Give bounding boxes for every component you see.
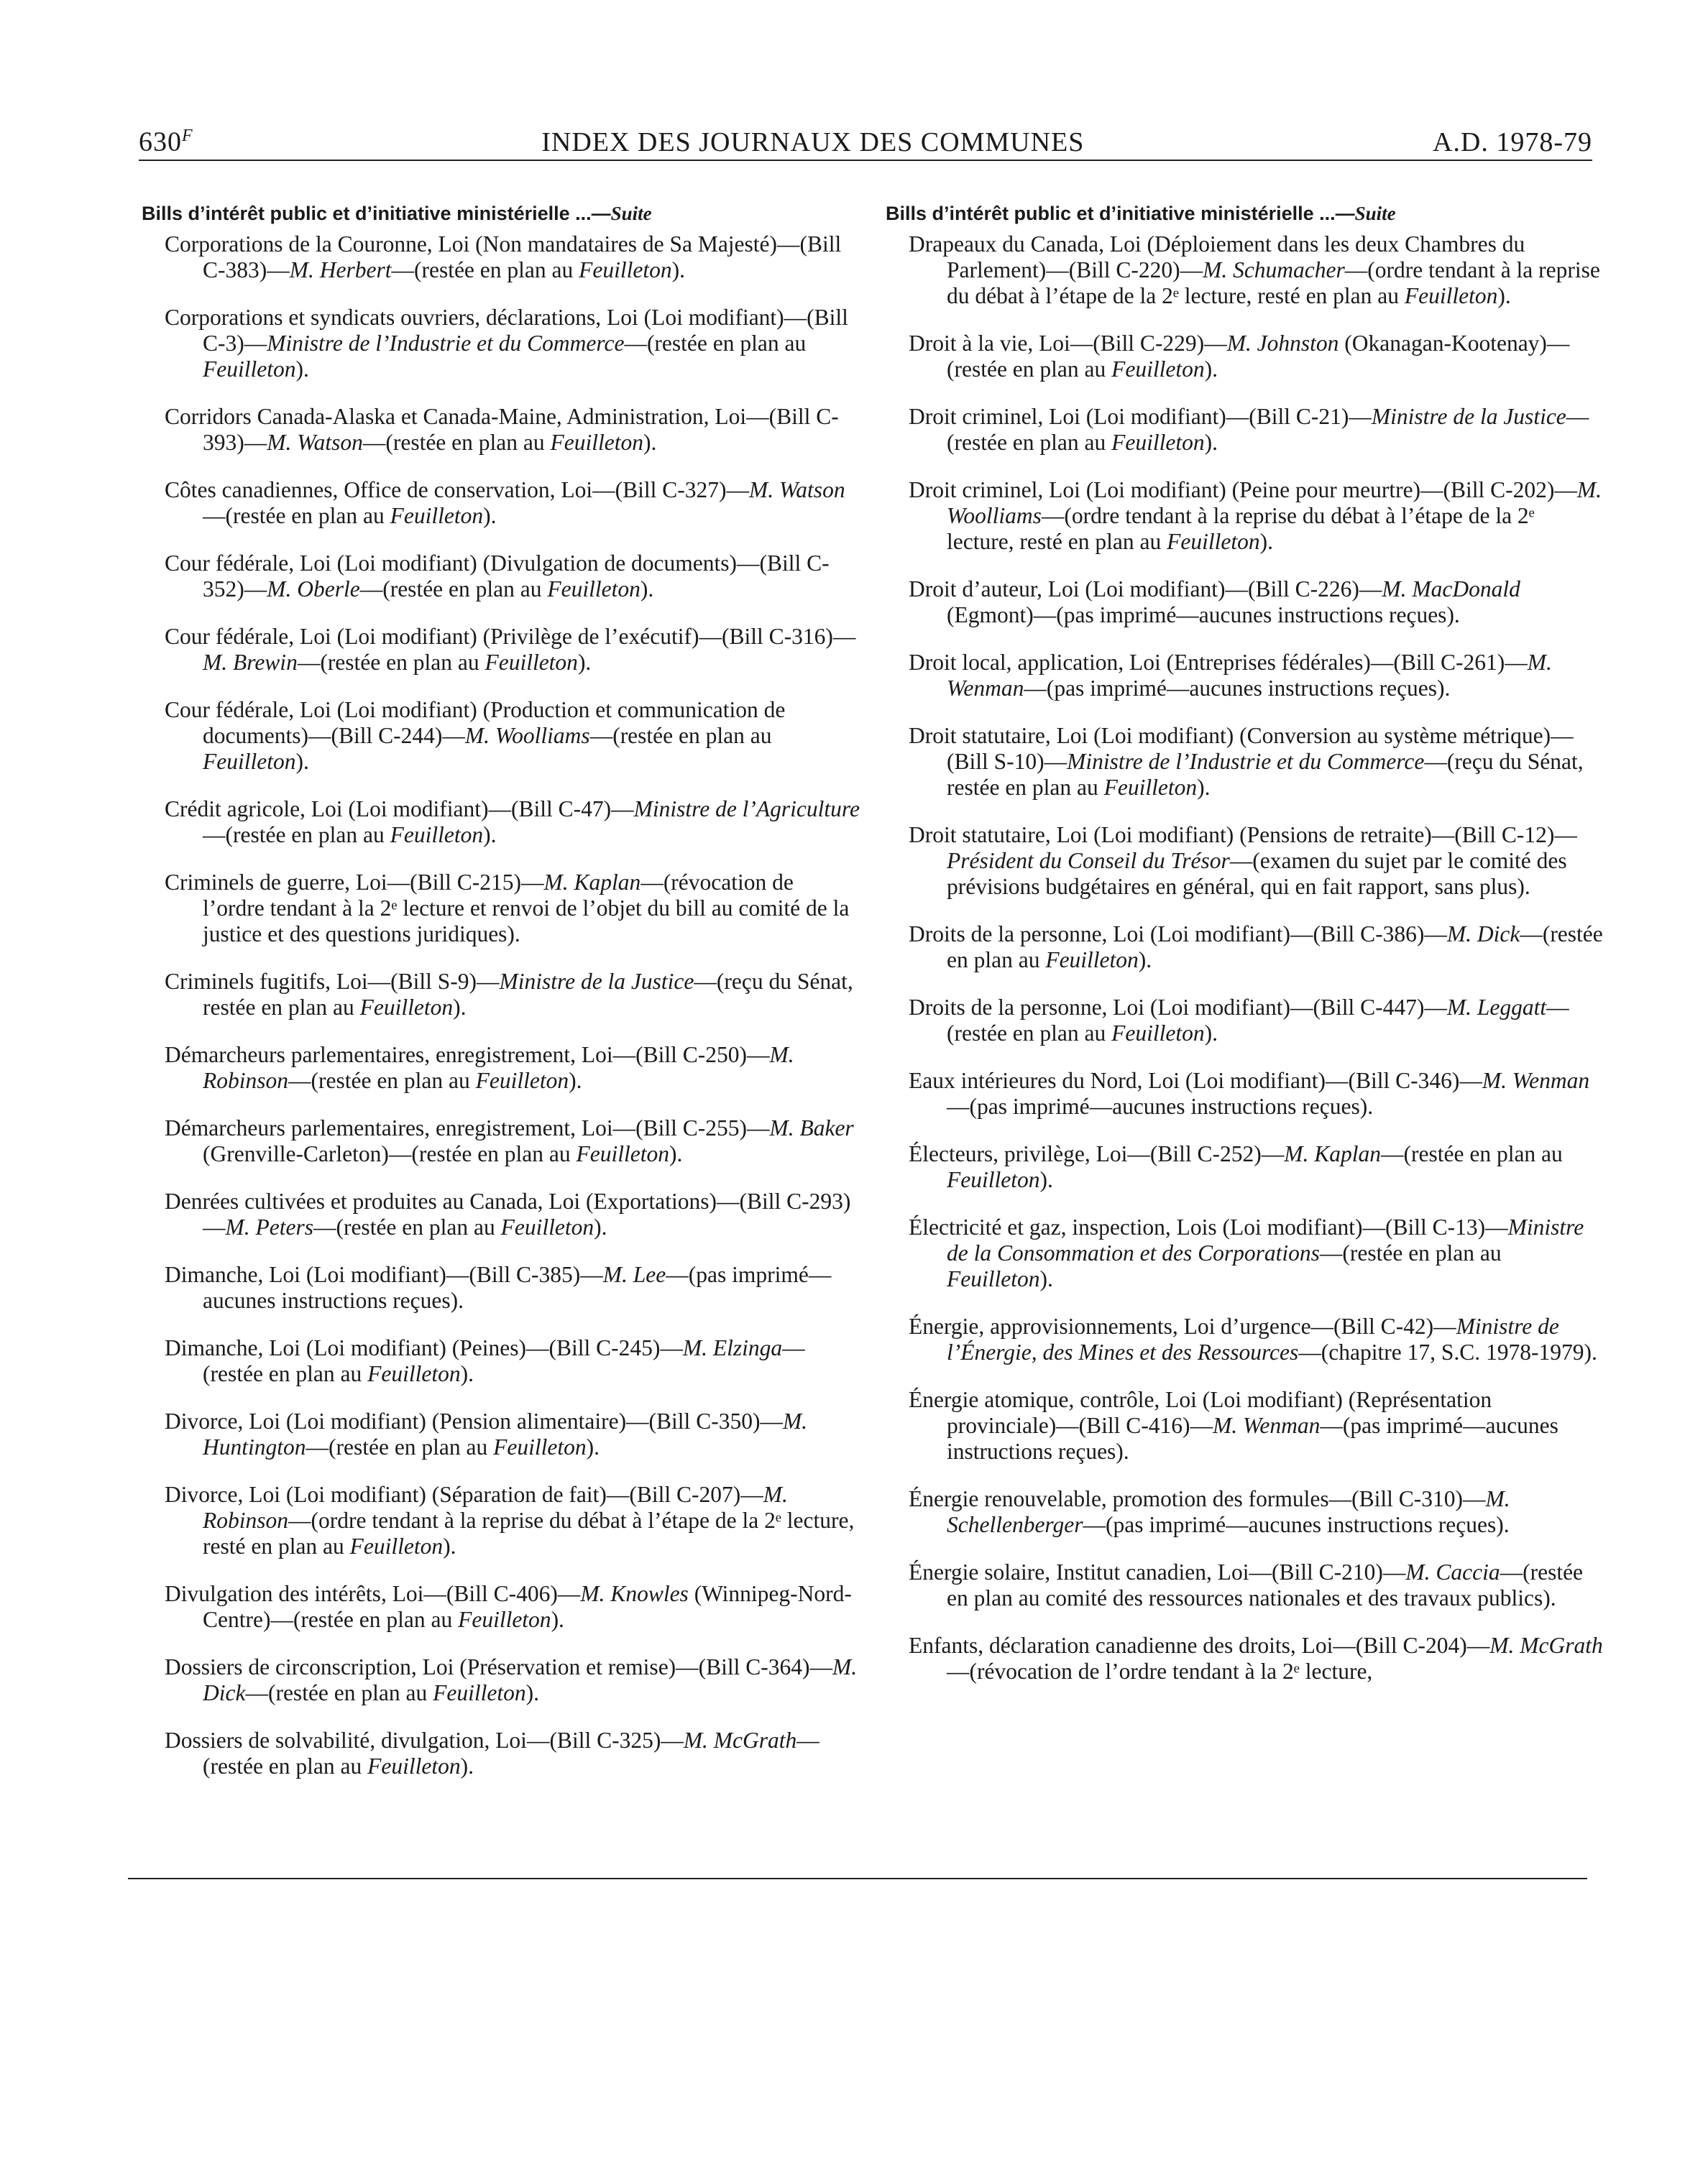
entry-text: —(restée en plan au xyxy=(203,1335,805,1386)
sponsor-name: M. Brewin xyxy=(203,650,298,675)
sponsor-name: M. Leggatt xyxy=(1446,995,1547,1020)
sponsor-name: M. Schumacher xyxy=(1203,257,1345,282)
feuilleton-ref: Feuilleton xyxy=(367,1361,461,1386)
sponsor-name: M. Robinson xyxy=(203,1042,794,1093)
entry-text: (Egmont)—(pas imprimé—aucunes instructions reçues). xyxy=(947,602,1460,627)
entry-text: —(révocation de l’ordre tendant à la 2ᵉ lecture et renvoi de l’objet du bill au comité de la justice et des questions juridiques). xyxy=(203,870,850,946)
entry-text: Corporations et syndicats ouvriers, déclarations, Loi (Loi modifiant)—(Bill C-3)— xyxy=(165,305,848,356)
entry-text: Corporations de la Couronne, Loi (Non mandataires de Sa Majesté)—(Bill C-383)— xyxy=(165,231,842,282)
entry-text: Dimanche, Loi (Loi modifiant)—(Bill C-385)— xyxy=(165,1262,603,1287)
sponsor-name: Ministre de la Consommation et des Corporations xyxy=(947,1215,1584,1266)
sponsor-name: M. Watson xyxy=(267,430,363,455)
entry-text: Enfants, déclaration canadienne des droits, Loi—(Bill C-204)— xyxy=(909,1633,1490,1658)
sponsor-name: M. McGrath xyxy=(1489,1633,1603,1658)
feuilleton-ref: Feuilleton xyxy=(458,1607,551,1632)
index-entry xyxy=(142,1335,860,1387)
entry-text: ). xyxy=(1259,529,1273,554)
feuilleton-ref: Feuilleton xyxy=(947,1266,1040,1291)
feuilleton-ref: Feuilleton xyxy=(1111,356,1205,382)
entry-text: —(ordre tendant à la reprise du débat à l’étape de la 2ᵉ lecture, resté en plan au xyxy=(947,503,1535,554)
entry-text: ). xyxy=(525,1680,539,1705)
entry-text: —(pas imprimé—aucunes instructions reçues). xyxy=(1083,1512,1510,1537)
sponsor-name: Ministre de l’Agriculture xyxy=(633,796,860,821)
entry-text: Dimanche, Loi (Loi modifiant) (Peines)—(Bill C-245)— xyxy=(165,1335,683,1360)
feuilleton-ref: Feuilleton xyxy=(947,1167,1040,1192)
entry-text: (Okanagan-Kootenay)—(restée en plan au xyxy=(947,331,1570,382)
index-entry xyxy=(886,1559,1604,1611)
sponsor-name: M. Kaplan xyxy=(543,870,641,895)
index-entry xyxy=(886,331,1604,382)
entry-text: ). xyxy=(295,356,309,382)
index-entry xyxy=(886,231,1604,309)
sponsor-name: Ministre de l’Industrie et du Commerce xyxy=(267,331,625,356)
sponsor-name: M. MacDonald xyxy=(1382,576,1520,602)
sponsor-name: M. Watson xyxy=(748,477,845,502)
index-entry xyxy=(886,1314,1604,1365)
index-entry xyxy=(886,404,1604,456)
entry-text: ). xyxy=(295,749,309,774)
entry-text: ). xyxy=(671,257,685,282)
entry-text: ). xyxy=(460,1361,474,1386)
index-entry xyxy=(886,1068,1604,1120)
entry-text: ). xyxy=(669,1141,683,1166)
entry-text: Eaux intérieures du Nord, Loi (Loi modifiant)—(Bill C-346)— xyxy=(909,1068,1482,1093)
entry-text: —(restée en plan au xyxy=(589,723,772,748)
entry-text: ). xyxy=(643,430,657,455)
entry-text: —(restée en plan au xyxy=(306,1434,494,1460)
index-entry xyxy=(886,1141,1604,1193)
entry-text: (Grenville-Carleton)—(restée en plan au xyxy=(203,1141,577,1166)
sponsor-name: M. Knowles xyxy=(580,1581,689,1606)
left-column xyxy=(142,198,860,1801)
entry-text: —(restée en plan au xyxy=(288,1068,476,1093)
feuilleton-ref: Feuilleton xyxy=(576,1141,669,1166)
feuilleton-ref: Feuilleton xyxy=(493,1434,587,1460)
sponsor-name: Ministre de l’Industrie et du Commerce xyxy=(1067,749,1425,774)
entry-text: —(examen du sujet par le comité des prévisions budgétaires en général, qui en fait rapport, sans plus). xyxy=(947,848,1567,899)
feuilleton-ref: Feuilleton xyxy=(1167,529,1260,554)
entry-text: Criminels fugitifs, Loi—(Bill S-9)— xyxy=(165,969,500,994)
index-entry xyxy=(142,1482,860,1559)
entry-text: —(pas imprimé—aucunes instructions reçues). xyxy=(203,1262,832,1313)
entry-text: ). xyxy=(443,1534,456,1559)
feuilleton-ref: Feuilleton xyxy=(475,1068,569,1093)
entry-text: —(reçu du Sénat, restée en plan au xyxy=(203,969,853,1020)
index-entry xyxy=(886,1215,1604,1292)
entry-text: —(restée en plan au xyxy=(947,995,1569,1046)
feuilleton-ref: Feuilleton xyxy=(547,576,641,602)
entry-text: Énergie, approvisionnements, Loi d’urgence—(Bill C-42)— xyxy=(909,1314,1456,1339)
feuilleton-ref: Feuilleton xyxy=(203,356,296,382)
entry-text: —(restée en plan au xyxy=(313,1215,501,1240)
sponsor-name: M. Caccia xyxy=(1405,1559,1500,1585)
entry-text: Droits de la personne, Loi (Loi modifiant)—(Bill C-386)— xyxy=(909,921,1447,946)
page-number: $630^F$ xyxy=(139,126,193,157)
entry-text: Crédit agricole, Loi (Loi modifiant)—(Bill C-47)— xyxy=(165,796,634,821)
entry-text: ). xyxy=(1204,430,1218,455)
feuilleton-ref: Feuilleton xyxy=(359,995,454,1020)
sponsor-name: Ministre de la Justice xyxy=(499,969,694,994)
index-entry xyxy=(886,477,1604,555)
index-entry xyxy=(142,1409,860,1460)
entry-text: —(restée en plan au xyxy=(391,257,579,282)
sponsor-name: M. Huntington xyxy=(203,1409,808,1460)
entry-text: Dossiers de circonscription, Loi (Préservation et remise)—(Bill C-364)— xyxy=(165,1654,833,1680)
entry-text: —(restée en plan au xyxy=(1319,1240,1502,1266)
right-column xyxy=(886,198,1604,1706)
entry-text: ). xyxy=(460,1754,474,1779)
sponsor-name: M. Woolliams xyxy=(464,723,590,748)
entry-text: Électeurs, privilège, Loi—(Bill C-252)— xyxy=(909,1141,1285,1166)
entry-text: —(restée en plan au xyxy=(203,503,390,528)
sponsor-name: M. Robinson xyxy=(203,1482,788,1533)
entry-text: Criminels de guerre, Loi—(Bill C-215)— xyxy=(165,870,544,895)
feuilleton-ref: Feuilleton xyxy=(433,1680,526,1705)
entry-text: Divorce, Loi (Loi modifiant) (Pension alimentaire)—(Bill C-350)— xyxy=(165,1409,783,1434)
feuilleton-ref: Feuilleton xyxy=(349,1534,444,1559)
feuilleton-ref: Feuilleton xyxy=(1103,775,1198,800)
index-entry xyxy=(886,650,1604,701)
sponsor-name: Président du Conseil du Trésor xyxy=(947,848,1230,873)
feuilleton-ref: Feuilleton xyxy=(500,1215,594,1240)
index-entry xyxy=(142,1728,860,1779)
feuilleton-ref: Feuilleton xyxy=(1111,1020,1205,1046)
index-entry xyxy=(142,1115,860,1167)
entry-text: ). xyxy=(1138,947,1152,972)
entry-text: ). xyxy=(1039,1266,1053,1291)
feuilleton-ref: Feuilleton xyxy=(1045,947,1139,972)
index-entry xyxy=(886,995,1604,1046)
entry-text: —(pas imprimé—aucunes instructions reçues). xyxy=(947,1094,1374,1119)
entry-text: ). xyxy=(1039,1167,1053,1192)
entry-text: Côtes canadiennes, Office de conservation, Loi—(Bill C-327)— xyxy=(165,477,749,502)
index-entry xyxy=(142,550,860,602)
bottom-rule xyxy=(128,1878,1587,1879)
column-heading: Bills d’intérêt public et d’initiative ministérielle ...—Suite xyxy=(886,203,1396,224)
entry-text: Droit statutaire, Loi (Loi modifiant) (Conversion au système métrique)—(Bill S-10)— xyxy=(909,723,1574,774)
sponsor-name: M. Peters xyxy=(225,1215,313,1240)
index-entry xyxy=(142,1654,860,1706)
feuilleton-ref: Feuilleton xyxy=(579,257,672,282)
entry-text: —(restée en plan au xyxy=(203,822,390,847)
entry-text: Cour fédérale, Loi (Loi modifiant) (Divulgation de documents)—(Bill C-352)— xyxy=(165,550,830,602)
sponsor-name: Ministre de l’Énergie, des Mines et des Ressources xyxy=(947,1314,1559,1365)
index-entry xyxy=(142,305,860,382)
index-entry xyxy=(142,624,860,676)
feuilleton-ref: Feuilleton xyxy=(550,430,643,455)
feuilleton-ref: Feuilleton xyxy=(203,749,296,774)
index-entry xyxy=(142,796,860,848)
sponsor-name: M. McGrath xyxy=(683,1728,797,1753)
entry-text: —(ordre tendant à la reprise du débat à l’étape de la 2ᵉ lecture, resté en plan au xyxy=(947,257,1600,308)
entry-text: ). xyxy=(569,1068,582,1093)
index-entry xyxy=(142,1581,860,1633)
entry-text: Énergie solaire, Institut canadien, Loi—(Bill C-210)— xyxy=(909,1559,1406,1585)
entry-text: Corridors Canada-Alaska et Canada-Maine, Administration, Loi—(Bill C-393)— xyxy=(165,404,839,455)
entry-text: Droit criminel, Loi (Loi modifiant)—(Bill C-21)— xyxy=(909,404,1372,429)
index-entry xyxy=(142,969,860,1020)
index-entry xyxy=(142,477,860,529)
entry-text: —(restée en plan au xyxy=(362,430,551,455)
entry-text: ). xyxy=(483,503,497,528)
sponsor-name: M. Kaplan xyxy=(1284,1141,1382,1166)
entry-text: Divorce, Loi (Loi modifiant) (Séparation de fait)—(Bill C-207)— xyxy=(165,1482,763,1507)
column-heading: Bills d’intérêt public et d’initiative ministérielle ...—Suite xyxy=(142,203,652,224)
index-entry xyxy=(886,822,1604,900)
running-header xyxy=(139,124,1592,161)
index-entry xyxy=(142,1262,860,1314)
entry-text: ). xyxy=(1204,356,1218,382)
entry-text: —(pas imprimé—aucunes instructions reçues). xyxy=(1024,676,1451,701)
index-entry xyxy=(886,1486,1604,1538)
entry-text: Électricité et gaz, inspection, Lois (Loi modifiant)—(Bill C-13)— xyxy=(909,1215,1508,1240)
year-range: A.D. 1978-79 xyxy=(1432,127,1592,157)
entry-text: Démarcheurs parlementaires, enregistrement, Loi—(Bill C-255)— xyxy=(165,1115,770,1141)
entry-text: —(ordre tendant à la reprise du débat à l’étape de la 2ᵉ lecture, resté en plan au xyxy=(203,1508,855,1559)
entry-text: —(révocation de l’ordre tendant à la 2ᵉ lecture, xyxy=(947,1659,1373,1684)
entry-text: ). xyxy=(483,822,497,847)
entry-text: —(restée en plan au xyxy=(1381,1141,1563,1166)
entry-text: —(reçu du Sénat, restée en plan au xyxy=(947,749,1584,800)
feuilleton-ref: Feuilleton xyxy=(485,650,578,675)
feuilleton-ref: Feuilleton xyxy=(390,503,484,528)
index-entry xyxy=(886,1633,1604,1685)
feuilleton-ref: Feuilleton xyxy=(1111,430,1205,455)
index-entry xyxy=(142,870,860,947)
index-entry xyxy=(142,697,860,775)
entry-text: Droits de la personne, Loi (Loi modifiant)—(Bill C-447)— xyxy=(909,995,1447,1020)
feuilleton-ref: Feuilleton xyxy=(1404,283,1498,308)
entry-text: —(restée en plan au xyxy=(624,331,807,356)
entry-text: (Winnipeg-Nord-Centre)—(restée en plan au xyxy=(203,1581,852,1632)
entry-text: ). xyxy=(1197,775,1211,800)
entry-text: Divulgation des intérêts, Loi—(Bill C-406)— xyxy=(165,1581,581,1606)
index-entry xyxy=(886,576,1604,628)
entry-text: —(chapitre 17, S.C. 1978-1979). xyxy=(1298,1340,1597,1365)
sponsor-name: M. Wenman xyxy=(1482,1068,1590,1093)
entry-text: —(restée en plan au comité des ressources nationales et des travaux publics). xyxy=(947,1559,1584,1611)
entry-text: Droit local, application, Loi (Entreprises fédérales)—(Bill C-261)— xyxy=(909,650,1528,675)
entry-text: Droit criminel, Loi (Loi modifiant) (Peine pour meurtre)—(Bill C-202)— xyxy=(909,477,1577,502)
sponsor-name: M. Schellenberger xyxy=(947,1486,1510,1537)
entry-text: ). xyxy=(551,1607,564,1632)
entry-text: —(restée en plan au xyxy=(245,1680,433,1705)
index-entry xyxy=(142,1189,860,1240)
index-entry xyxy=(886,1387,1604,1465)
index-entry xyxy=(886,921,1604,973)
sponsor-name: M. Baker xyxy=(769,1115,854,1141)
sponsor-name: M. Johnston xyxy=(1226,331,1339,356)
index-entry xyxy=(142,1042,860,1094)
entry-text: Énergie renouvelable, promotion des formules—(Bill C-310)— xyxy=(909,1486,1486,1511)
sponsor-name: M. Elzinga xyxy=(682,1335,783,1360)
index-entry xyxy=(142,404,860,456)
sponsor-name: M. Lee xyxy=(602,1262,666,1287)
entry-text: ). xyxy=(1204,1020,1218,1046)
entry-text: Denrées cultivées et produites au Canada, Loi (Exportations)—(Bill C-293)— xyxy=(165,1189,851,1240)
entry-text: ). xyxy=(640,576,654,602)
sponsor-name: M. Wenman xyxy=(947,650,1552,701)
sponsor-name: Ministre de la Justice xyxy=(1371,404,1566,429)
entry-text: —(restée en plan au xyxy=(203,1728,819,1779)
entry-text: Drapeaux du Canada, Loi (Déploiement dans les deux Chambres du Parlement)—(Bill C-220)— xyxy=(909,231,1525,282)
entry-text: —(restée en plan au xyxy=(359,576,548,602)
index-entry xyxy=(886,723,1604,801)
entry-text: ). xyxy=(453,995,467,1020)
journal-title: INDEX DES JOURNAUX DES COMMUNES xyxy=(541,127,1085,157)
entry-text: Droit statutaire, Loi (Loi modifiant) (Pensions de retraite)—(Bill C-12)— xyxy=(909,822,1577,847)
entry-text: ). xyxy=(577,650,592,675)
entry-text: Droit à la vie, Loi—(Bill C-229)— xyxy=(909,331,1227,356)
entry-text: Énergie atomique, contrôle, Loi (Loi modifiant) (Représentation provinciale)—(Bill C-416)— xyxy=(909,1387,1492,1438)
sponsor-name: M. Wenman xyxy=(1213,1413,1321,1438)
entry-text: Dossiers de solvabilité, divulgation, Loi—(Bill C-325)— xyxy=(165,1728,684,1753)
entry-text: Démarcheurs parlementaires, enregistrement, Loi—(Bill C-250)— xyxy=(165,1042,770,1067)
entry-text: ). xyxy=(594,1215,607,1240)
sponsor-name: M. Dick xyxy=(203,1654,858,1705)
entry-text: —(restée en plan au xyxy=(297,650,485,675)
entry-text: —(restée en plan au xyxy=(947,921,1603,972)
sponsor-name: M. Dick xyxy=(1446,921,1520,946)
entry-text: Cour fédérale, Loi (Loi modifiant) (Production et communication de documents)—(Bill C-244)— xyxy=(165,697,786,748)
index-entry xyxy=(142,231,860,283)
entry-text: Droit d’auteur, Loi (Loi modifiant)—(Bill C-226)— xyxy=(909,576,1382,602)
entry-text: —(pas imprimé—aucunes instructions reçues). xyxy=(947,1413,1558,1464)
sponsor-name: M. Herbert xyxy=(289,257,392,282)
entry-text: —(restée en plan au xyxy=(947,404,1589,455)
feuilleton-ref: Feuilleton xyxy=(390,822,484,847)
feuilleton-ref: Feuilleton xyxy=(367,1754,461,1779)
sponsor-name: M. Woolliams xyxy=(947,477,1602,528)
entry-text: Cour fédérale, Loi (Loi modifiant) (Privilège de l’exécutif)—(Bill C-316)— xyxy=(165,624,856,649)
entry-text: ). xyxy=(586,1434,600,1460)
sponsor-name: M. Oberle xyxy=(267,576,360,602)
entry-text: ). xyxy=(1497,283,1511,308)
